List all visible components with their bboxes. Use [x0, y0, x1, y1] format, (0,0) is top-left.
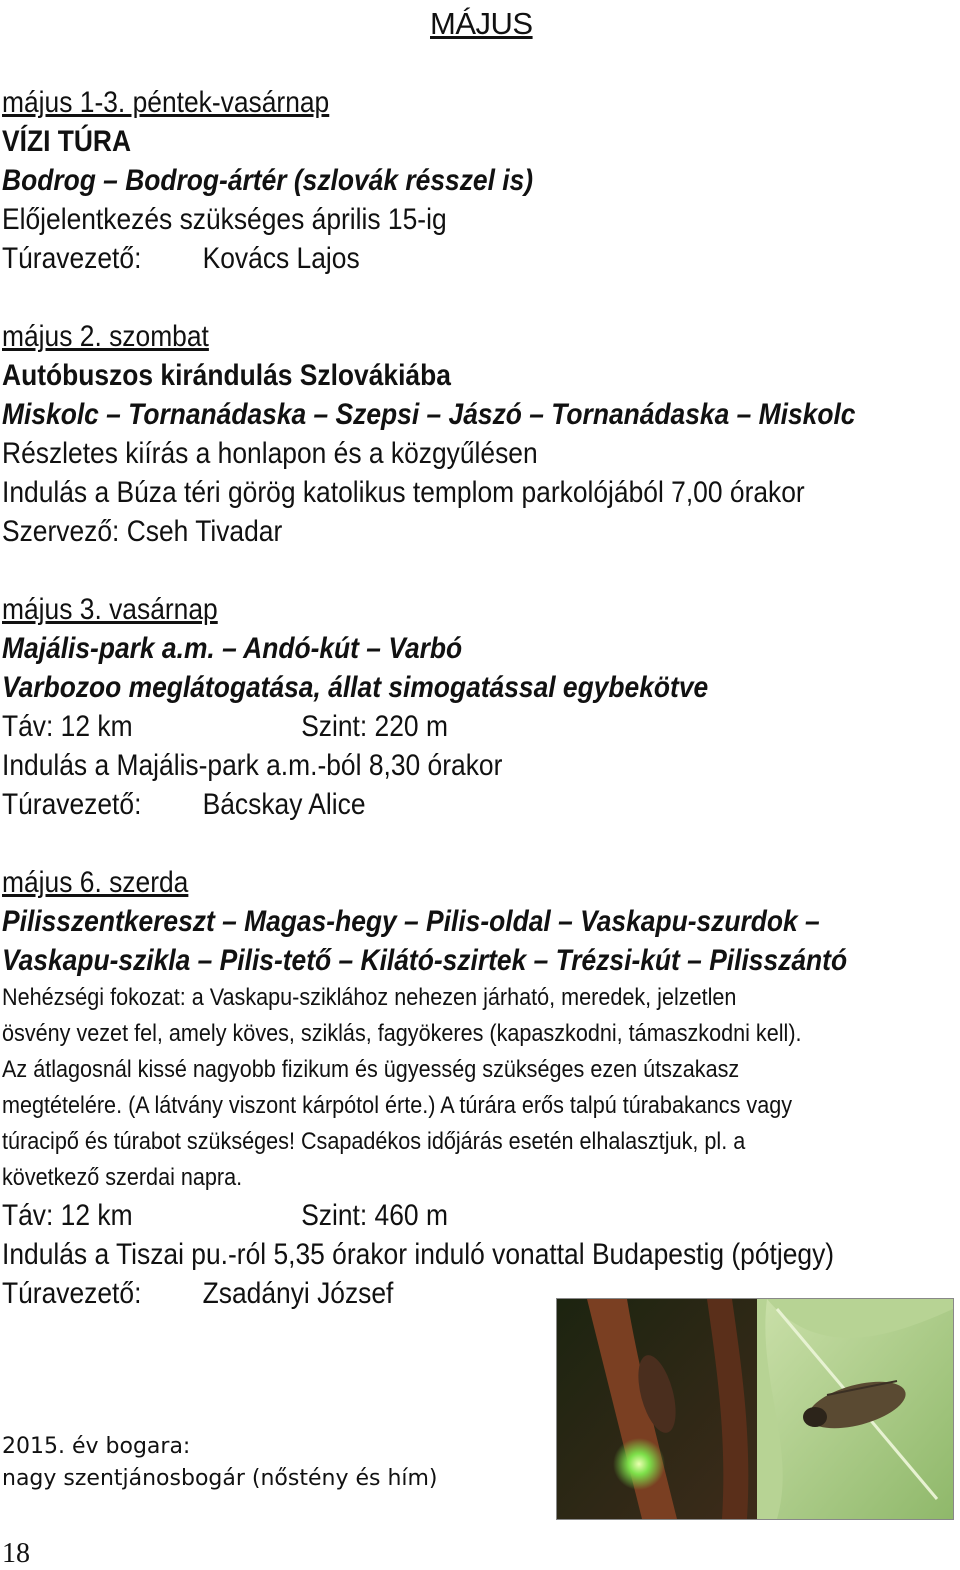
event1-type: VÍZI TÚRA: [2, 125, 132, 158]
caption-line1: 2015. év bogara:: [2, 1434, 191, 1459]
event1-leader-label: Túravezető:: [2, 242, 142, 275]
event4-desc-line: Nehézségi fokozat: a Vaskapu-sziklához nehezen járható, meredek, jelzetlen: [2, 984, 737, 1011]
event3-elevation: Szint: 220 m: [301, 710, 448, 743]
event3-start: Indulás a Majális-park a.m.-ból 8,30 órakor: [2, 749, 503, 782]
event1-note: Előjelentkezés szükséges április 15-ig: [2, 203, 447, 236]
page-title: MÁJUS: [430, 6, 533, 41]
event4-distance: Táv: 12 km: [2, 1199, 133, 1232]
page-number: 18: [2, 1538, 30, 1569]
event4-route-line1: Pilisszentkereszt – Magas-hegy – Pilis-oldal – Vaskapu-szurdok –: [2, 905, 820, 938]
event3-distance: Táv: 12 km: [2, 710, 133, 743]
event4-leader: Zsadányi József: [202, 1277, 394, 1310]
caption-line2: nagy szentjánosbogár (nőstény és hím): [2, 1466, 438, 1491]
event4-desc-line: következő szerdai napra.: [2, 1164, 243, 1191]
event4-elevation: Szint: 460 m: [301, 1199, 448, 1232]
event3-distance-row: [2, 710, 448, 744]
event2-note: Részletes kiírás a honlapon és a közgyűlésen: [2, 437, 538, 470]
event1-leader: Kovács Lajos: [202, 242, 360, 275]
event1-leader-row: [2, 242, 360, 276]
event4-desc-line: megtételére. (A látvány viszont kárpótol érte.) A túrára erős talpú túrabakancs vagy: [2, 1092, 793, 1119]
event4-date: május 6. szerda: [2, 866, 189, 899]
event4-leader-label: Túravezető:: [2, 1277, 142, 1310]
event4-distance-row: [2, 1199, 448, 1233]
event4-start: Indulás a Tiszai pu.-ról 5,35 órakor induló vonattal Budapestig (pótjegy): [2, 1238, 835, 1271]
event1-route: Bodrog – Bodrog-ártér (szlovák résszel is): [2, 164, 534, 197]
event3-route: Majális-park a.m. – Andó-kút – Varbó: [2, 632, 463, 665]
event4-desc-line: túracipő és túrabot szükséges! Csapadékos időjárás esetén elhalasztjuk, pl. a: [2, 1128, 746, 1155]
event2-date: május 2. szombat: [2, 320, 209, 353]
firefly-photo: [556, 1298, 954, 1520]
event2-route: Miskolc – Tornanádaska – Szepsi – Jászó – Tornanádaska – Miskolc: [2, 398, 856, 431]
event4-desc-line: ösvény vezet fel, amely köves, sziklás, fagyökeres (kapaszkodni, támaszkodni kell).: [2, 1020, 802, 1047]
event2-organizer: Szervező: Cseh Tivadar: [2, 515, 283, 548]
firefly-illustration: [557, 1299, 953, 1519]
event3-leader: Bácskay Alice: [202, 788, 366, 821]
event2-start: Indulás a Búza téri görög katolikus templom parkolójából 7,00 órakor: [2, 476, 805, 509]
event2-type: Autóbuszos kirándulás Szlovákiába: [2, 359, 451, 392]
event4-leader-row: [2, 1277, 393, 1311]
event4-route-line2: Vaskapu-szikla – Pilis-tető – Kilátó-szirtek – Trézsi-kút – Pilisszántó: [2, 944, 848, 977]
event3-date: május 3. vasárnap: [2, 593, 218, 626]
event1-date: május 1-3. péntek-vasárnap: [2, 86, 330, 119]
event4-desc-line: Az átlagosnál kissé nagyobb fizikum és ügyesség szükséges ezen útszakasz: [2, 1056, 740, 1083]
event3-leader-row: [2, 788, 366, 822]
event3-subtitle: Varbozoo meglátogatása, állat simogatással egybekötve: [2, 671, 709, 704]
event3-leader-label: Túravezető:: [2, 788, 142, 821]
